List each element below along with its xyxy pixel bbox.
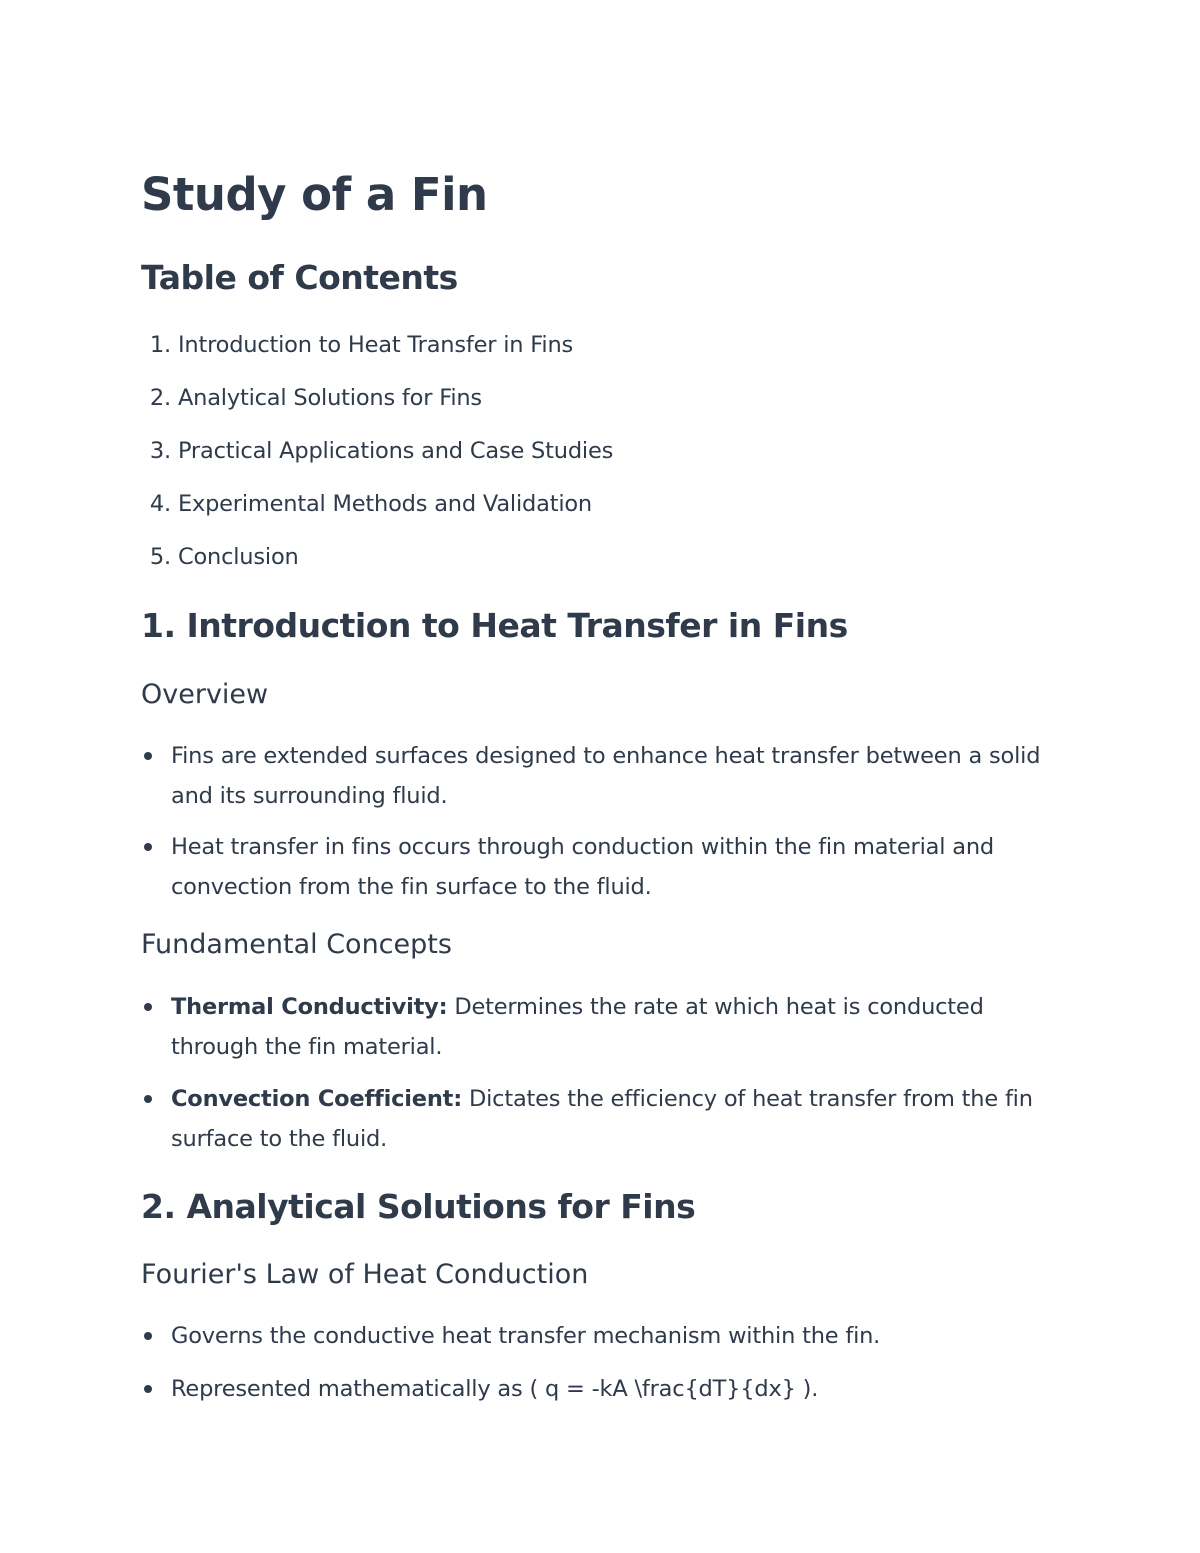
subsection-heading: Fourier's Law of Heat Conduction: [141, 1259, 589, 1290]
section-heading: 2. Analytical Solutions for Fins: [141, 1187, 696, 1226]
list-item-text: Represented mathematically as ( q = -kA \frac{dT}{dx} ).: [171, 1376, 819, 1402]
bullet-icon: [144, 1003, 152, 1011]
toc-item: [141, 489, 592, 519]
bullet-icon: [144, 1095, 152, 1103]
toc-item-text: Conclusion: [177, 544, 299, 570]
bullet-icon: [144, 1332, 152, 1340]
definition-term: Convection Coefficient:: [171, 1086, 463, 1112]
toc-heading: Table of Contents: [141, 258, 458, 297]
definition-term: Thermal Conductivity:: [171, 994, 448, 1020]
list-item: [141, 1316, 1071, 1356]
list-item-text: Heat transfer in fins occurs through conduction within the fin material and convection from the fin surface to the fluid.: [171, 834, 994, 900]
toc-item-text: Practical Applications and Case Studies: [177, 438, 614, 464]
list-item: [141, 1369, 1071, 1409]
list-item: [141, 736, 1071, 816]
list-item-text: [171, 1079, 1071, 1159]
toc-item-text: Introduction to Heat Transfer in Fins: [177, 332, 574, 358]
toc-item: [141, 436, 613, 466]
definition-text: Determines the rate at which heat is conducted through the fin material.: [171, 994, 984, 1060]
toc-item-number: 5.: [149, 544, 171, 570]
subsection-heading: Fundamental Concepts: [141, 929, 452, 960]
definition-text: Dictates the efficiency of heat transfer from the fin surface to the fluid.: [171, 1086, 1033, 1152]
bullet-icon: [144, 843, 152, 851]
document-title: Study of a Fin: [141, 168, 488, 221]
toc-item-number: 4.: [149, 491, 171, 517]
bullet-icon: [144, 1385, 152, 1393]
section-heading: 1. Introduction to Heat Transfer in Fins: [141, 606, 848, 645]
list-item-text: [171, 987, 1071, 1067]
list-item-text: Governs the conductive heat transfer mechanism within the fin.: [171, 1323, 881, 1349]
list-item: [141, 987, 1071, 1067]
list-item: [141, 827, 1071, 907]
toc-item-number: 2.: [149, 385, 171, 411]
list-item: [141, 1079, 1071, 1159]
bullet-icon: [144, 752, 152, 760]
toc-item: [141, 383, 482, 413]
toc-item: [141, 542, 299, 572]
toc-item-text: Analytical Solutions for Fins: [177, 385, 482, 411]
toc-item: [141, 330, 573, 360]
subsection-heading: Overview: [141, 679, 269, 710]
list-item-text: Fins are extended surfaces designed to enhance heat transfer between a solid and its surrounding fluid.: [171, 743, 1041, 809]
toc-item-text: Experimental Methods and Validation: [177, 491, 592, 517]
toc-item-number: 1.: [149, 332, 171, 358]
toc-item-number: 3.: [149, 438, 171, 464]
